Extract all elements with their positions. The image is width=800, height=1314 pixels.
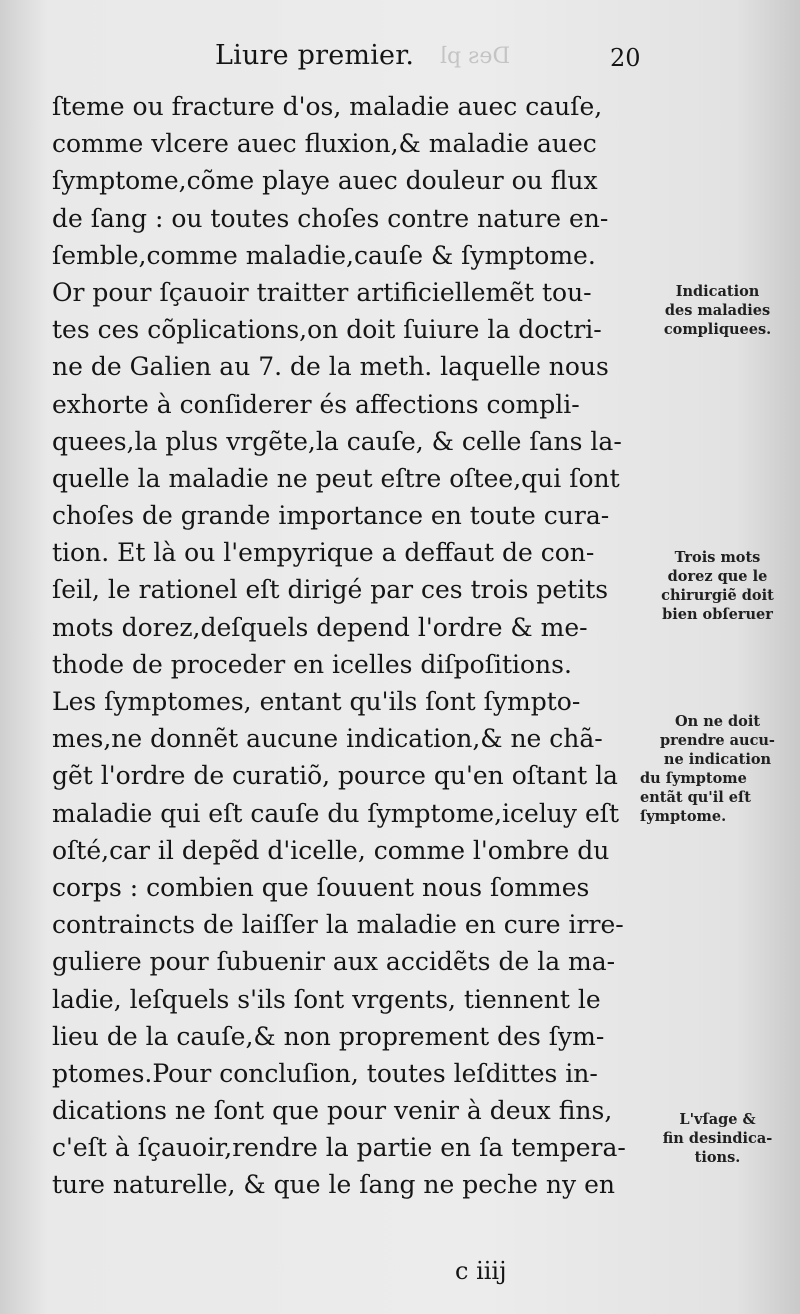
marginal-note [640, 548, 795, 624]
marginal-note [640, 282, 795, 339]
text-line: ſymptome,cõme playe auec douleur ou flux [52, 166, 598, 196]
text-line: ture naturelle, & que le ſang ne peche ny en [52, 1170, 615, 1200]
text-line: gẽt l'ordre de curatiõ, pource qu'en oſtant la [52, 761, 618, 791]
text-line: corps : combien que ſouuent nous ſommes [52, 872, 590, 902]
text-line: lieu de la cauſe,& non proprement des ſym- [52, 1021, 605, 1051]
marginal-note-line: On ne doit [674, 713, 761, 730]
text-line: ſteme ou fracture d'os, maladie auec cauſe, [52, 92, 603, 121]
text-line: Les ſymptomes, entant qu'ils ſont ſympto- [52, 687, 581, 716]
text-line: quelle la maladie ne peut eſtre oſtee,qui ſont [52, 463, 620, 493]
text-line: thode de proceder en icelles diſpoſitions. [52, 649, 572, 679]
text-line: ptomes.Pour concluſion, toutes leſdittes in- [52, 1058, 598, 1088]
text-line: c'eſt à ſçauoir,rendre la partie en ſa tempera- [52, 1133, 626, 1163]
text-line: ſemble,comme maladie,cauſe & ſymptome. [52, 240, 596, 270]
text-line: tes ces cõplications,on doit ſuiure la doctri- [52, 315, 602, 345]
text-line: ne de Galien au 7. de la meth. laquelle nous [52, 352, 609, 382]
text-line: mots dorez,deſquels depend l'ordre & me- [52, 612, 588, 642]
body-text [52, 88, 642, 1204]
marginal-note-line: L'vſage & [679, 1111, 756, 1128]
marginal-note-line: entãt qu'il eſt [640, 789, 751, 806]
running-title: Liure premier. [215, 40, 415, 71]
marginal-note-line: prendre aucu- [660, 732, 775, 749]
page-number: 20 [610, 44, 641, 72]
marginal-note-line: compliquees. [663, 321, 772, 338]
text-line: exhorte à conſiderer és affections compli- [52, 389, 580, 419]
text-line: oſté,car il depẽd d'icelle, comme l'ombre du [52, 835, 610, 865]
marginal-note-line: tions. [694, 1149, 741, 1166]
page-header [0, 40, 800, 84]
text-line: comme vlcere auec fluxion,& maladie auec [52, 129, 597, 159]
marginal-note-line: chirurgiẽ doit [661, 587, 774, 604]
text-line: de ſang : ou toutes choſes contre nature en- [52, 203, 609, 233]
marginal-note-line: du ſymptome [640, 770, 747, 787]
text-line: mes,ne donnẽt aucune indication,& ne chã- [52, 724, 603, 754]
marginal-note-line: ne indication [663, 751, 772, 768]
show-through-text: Des pl [440, 44, 511, 69]
text-line: tion. Et là ou l'empyrique a deffaut de con- [52, 538, 595, 568]
text-line: maladie qui eſt cauſe du ſymptome,iceluy eſt [52, 798, 620, 828]
marginal-note-line: des maladies [664, 302, 771, 319]
text-line: ladie, leſquels s'ils ſont vrgents, tiennent le [52, 984, 601, 1014]
marginal-note-line: dorez que le [667, 568, 768, 585]
marginal-note-line: Indication [675, 283, 760, 300]
marginal-note-line: fin desindica- [662, 1130, 773, 1147]
text-line: dications ne ſont que pour venir à deux fins, [52, 1096, 613, 1126]
text-line: quees,la plus vrgẽte,la cauſe, & celle ſans la- [52, 426, 622, 456]
text-line: contraincts de laiſſer la maladie en cure irre- [52, 910, 624, 940]
marginal-note [640, 1110, 795, 1167]
marginal-note-line: Trois mots [674, 549, 761, 566]
marginal-note-line: bien obſeruer [662, 606, 773, 623]
text-line: guliere pour ſubuenir aux accidẽts de la ma- [52, 947, 616, 977]
signature-mark: c iiij [455, 1257, 507, 1285]
text-line: choſes de grande importance en toute cura- [52, 501, 610, 531]
marginal-note [640, 712, 795, 826]
marginal-note-line: ſymptome. [640, 808, 727, 825]
text-line: Or pour ſçauoir traitter artificiellemẽt tou- [52, 277, 592, 307]
text-line: ſeil, le rationel eſt dirigé par ces trois petits [52, 575, 609, 605]
